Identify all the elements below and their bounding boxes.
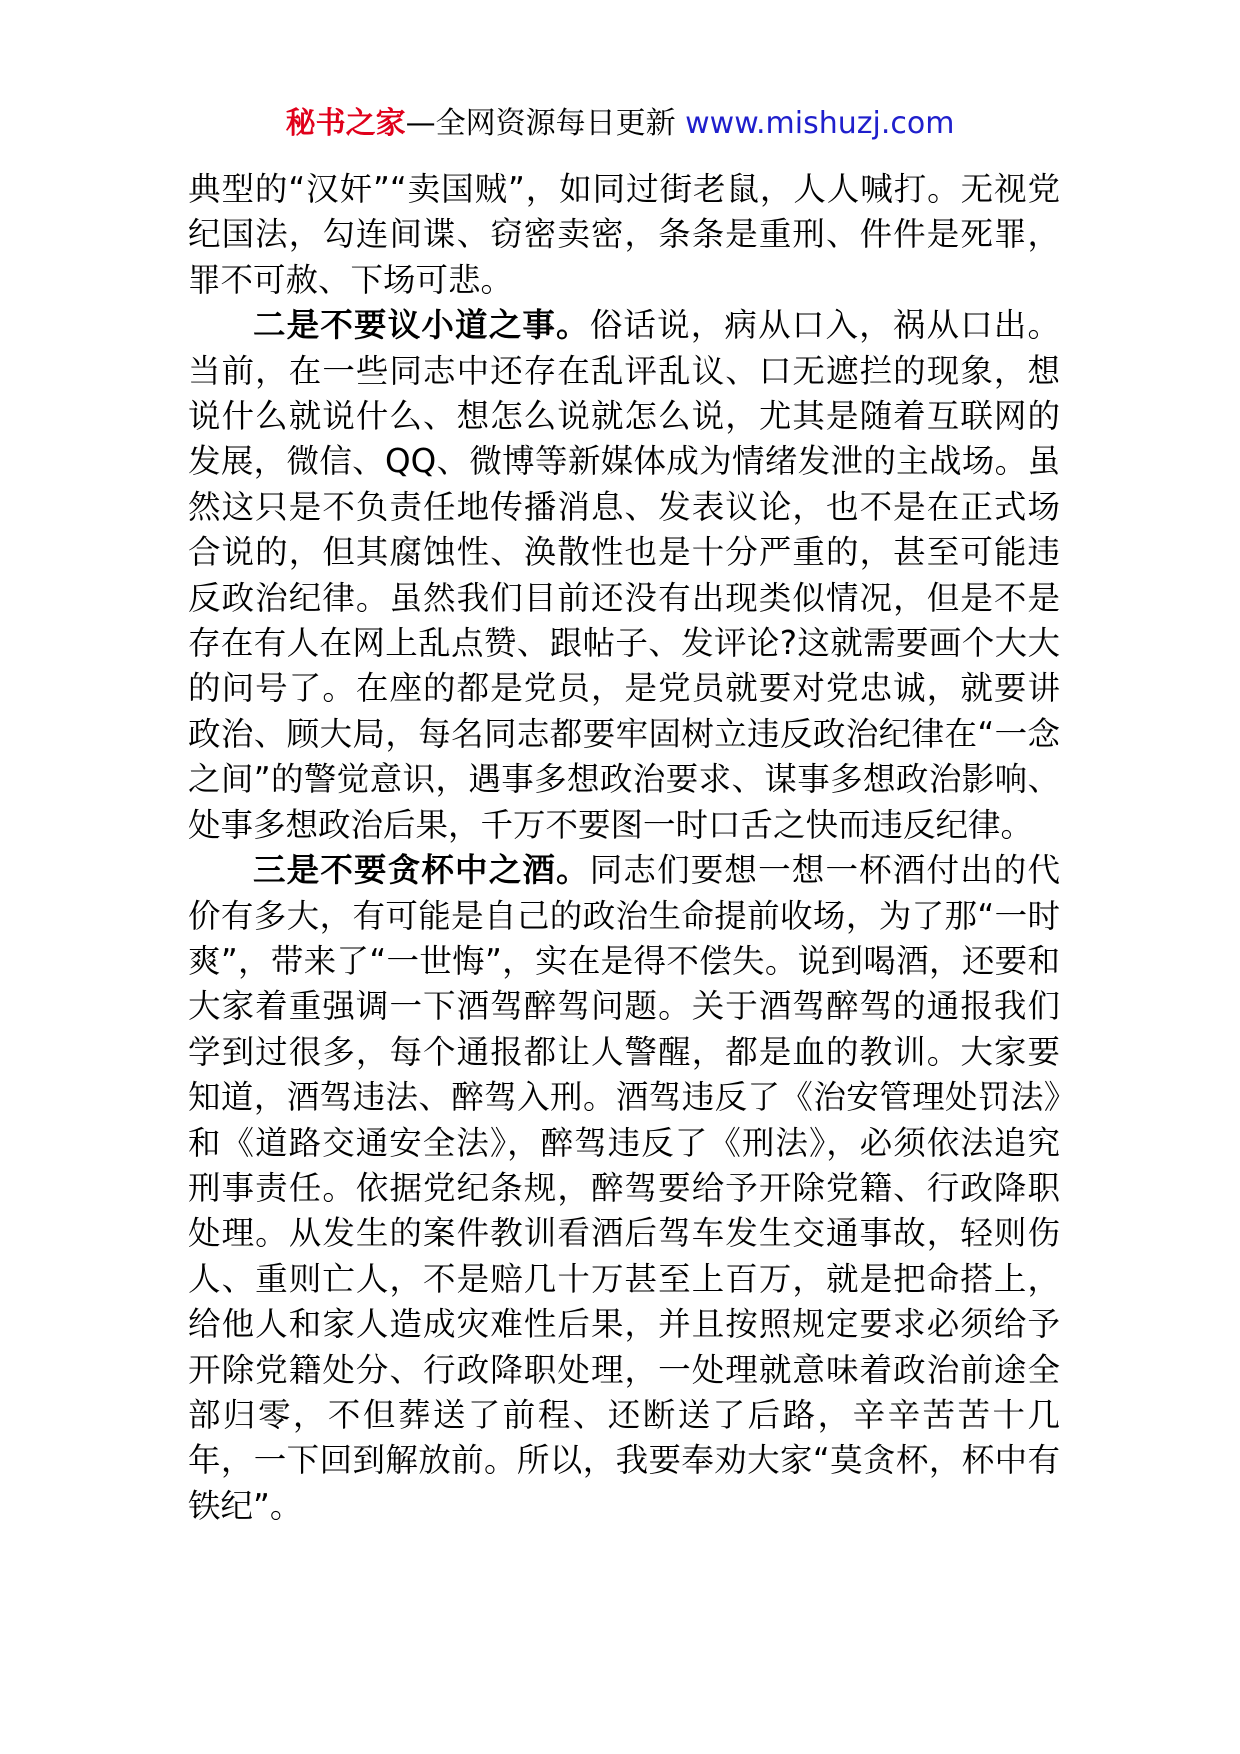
page-header <box>0 100 1240 148</box>
paragraph-text: 俗话说，病从口入，祸从口出。当前，在一些同志中还存在乱评乱议、口无遮拦的现象，想说什么就说什么、想怎么说就怎么说，尤其是随着互联网的发展，微信、QQ、微博等新媒体成为情绪发泄的主战场。虽然这只是不负责任地传播消息、发表议论，也不是在正式场合说的，但其腐蚀性、涣散性也是十分严重的，甚至可能违反政治纪律。虽然我们目前还没有出现类似情况，但是不是存在有人在网上乱点赞、跟帖子、发评论?这就需要画个大大的问号了。在座的都是党员，是党员就要对党忠诚，就要讲政治、顾大局，每名同志都要牢固树立违反政治纪律在“一念之间”的警觉意识，遇事多想政治要求、谋事多想政治影响、处事多想政治后果，千万不要图一时口舌之快而违反纪律。 <box>188 306 1060 844</box>
brand-name: 秘书之家 <box>285 106 406 141</box>
paragraph-point-two <box>188 303 1060 848</box>
paragraph-continuation <box>188 167 1060 303</box>
document-body <box>188 167 1060 1529</box>
paragraph-text: 典型的“汉奸”“卖国贼”，如同过街老鼠，人人喊打。无视党纪国法，勾连间谍、窃密卖密，条条是重刑、件件是死罪，罪不可赦、下场可悲。 <box>188 170 1060 299</box>
header-tagline: —全网资源每日更新 <box>405 106 686 141</box>
paragraph-heading: 二是不要议小道之事。 <box>253 306 590 345</box>
site-url-link[interactable]: www.mishuzj.com <box>685 106 955 141</box>
paragraph-point-three <box>188 848 1060 1529</box>
paragraph-heading: 三是不要贪杯中之酒。 <box>253 851 590 890</box>
paragraph-text: 同志们要想一想一杯酒付出的代价有多大，有可能是自己的政治生命提前收场，为了那“一时爽”，带来了“一世悔”，实在是得不偿失。说到喝酒，还要和大家着重强调一下酒驾醉驾问题。关于酒驾醉驾的通报我们学到过很多，每个通报都让人警醒，都是血的教训。大家要知道，酒驾违法、醉驾入刑。酒驾违反了《治安管理处罚法》和《道路交通安全法》，醉驾违反了《刑法》，必须依法追究刑事责任。依据党纪条规，醉驾要给予开除党籍、行政降职处理。从发生的案件教训看酒后驾车发生交通事故，轻则伤人、重则亡人，不是赔几十万甚至上百万，就是把命搭上，给他人和家人造成灾难性后果，并且按照规定要求必须给予开除党籍处分、行政降职处理，一处理就意味着政治前途全部归零，不但葬送了前程、还断送了后路，辛辛苦苦十几年，一下回到解放前。所以，我要奉劝大家“莫贪杯，杯中有铁纪”。 <box>188 851 1060 1525</box>
